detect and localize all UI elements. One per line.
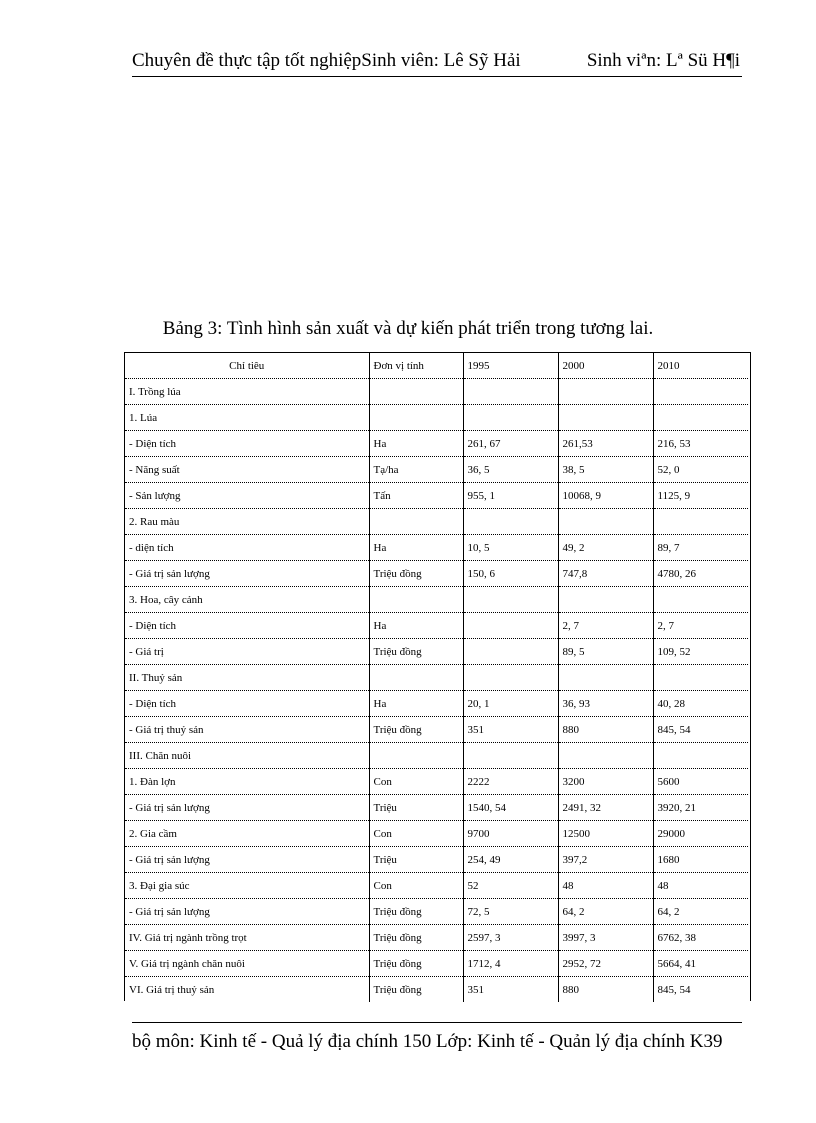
cell-indicator: - Năng suất — [125, 457, 369, 483]
cell-indicator: 3. Đại gia súc — [125, 873, 369, 899]
cell-y2000 — [558, 509, 653, 535]
cell-y2000: 397,2 — [558, 847, 653, 873]
page-header — [132, 50, 742, 77]
cell-y2000 — [558, 379, 653, 405]
table-row — [125, 821, 748, 847]
table-row — [125, 925, 748, 951]
cell-unit — [369, 587, 463, 613]
cell-y1995: 351 — [463, 717, 558, 743]
cell-y1995: 254, 49 — [463, 847, 558, 873]
cell-y2010: 64, 2 — [653, 899, 748, 925]
cell-y2010: 2, 7 — [653, 613, 748, 639]
cell-indicator: V. Giá trị ngành chăn nuôi — [125, 951, 369, 977]
cell-y2010: 1680 — [653, 847, 748, 873]
cell-y1995 — [463, 665, 558, 691]
cell-indicator: 3. Hoa, cây cảnh — [125, 587, 369, 613]
cell-indicator: 1. Lúa — [125, 405, 369, 431]
cell-y2010: 845, 54 — [653, 717, 748, 743]
header-left-text: Chuyên đề thực tập tốt nghiệpSinh viên: Lê Sỹ Hải — [132, 50, 521, 71]
cell-y2000: 2952, 72 — [558, 951, 653, 977]
cell-y2010: 5664, 41 — [653, 951, 748, 977]
table-body — [125, 379, 748, 1003]
table-row — [125, 535, 748, 561]
cell-y1995: 150, 6 — [463, 561, 558, 587]
cell-indicator: IV. Giá trị ngành trồng trọt — [125, 925, 369, 951]
table-row — [125, 873, 748, 899]
cell-y1995: 351 — [463, 977, 558, 1003]
cell-y2010: 1125, 9 — [653, 483, 748, 509]
cell-y2010: 6762, 38 — [653, 925, 748, 951]
table-row — [125, 379, 748, 405]
cell-unit — [369, 743, 463, 769]
header-cell-indicator: Chỉ tiêu — [125, 353, 369, 379]
data-table — [125, 353, 748, 1002]
cell-y2010: 29000 — [653, 821, 748, 847]
cell-y2000: 38, 5 — [558, 457, 653, 483]
cell-y1995: 36, 5 — [463, 457, 558, 483]
table-row — [125, 483, 748, 509]
cell-y2010 — [653, 379, 748, 405]
cell-y1995: 9700 — [463, 821, 558, 847]
table-row — [125, 691, 748, 717]
cell-indicator: - Sản lượng — [125, 483, 369, 509]
cell-y1995: 2222 — [463, 769, 558, 795]
page-footer: bộ môn: Kinh tế - Quả lý địa chính 150 Lớp: Kinh tế - Quản lý địa chính K39 — [132, 1022, 742, 1054]
cell-unit — [369, 509, 463, 535]
cell-y2000: 36, 93 — [558, 691, 653, 717]
cell-y1995 — [463, 587, 558, 613]
data-table-frame — [124, 352, 751, 1001]
cell-unit: Triệu đồng — [369, 639, 463, 665]
cell-y2010 — [653, 405, 748, 431]
cell-unit: Ha — [369, 613, 463, 639]
cell-y2010: 3920, 21 — [653, 795, 748, 821]
cell-unit: Triệu đồng — [369, 925, 463, 951]
header-cell-1995: 1995 — [463, 353, 558, 379]
cell-y2010 — [653, 743, 748, 769]
cell-y2000 — [558, 665, 653, 691]
cell-indicator: - Giá trị — [125, 639, 369, 665]
cell-unit — [369, 665, 463, 691]
table-row — [125, 717, 748, 743]
cell-indicator: III. Chăn nuôi — [125, 743, 369, 769]
cell-indicator: - Giá trị sản lượng — [125, 847, 369, 873]
cell-unit: Con — [369, 821, 463, 847]
cell-y1995 — [463, 613, 558, 639]
cell-y1995: 1712, 4 — [463, 951, 558, 977]
cell-y2010: 89, 7 — [653, 535, 748, 561]
cell-y1995: 20, 1 — [463, 691, 558, 717]
cell-unit: Triệu đồng — [369, 951, 463, 977]
cell-y2010: 216, 53 — [653, 431, 748, 457]
cell-y1995 — [463, 405, 558, 431]
cell-indicator: - Diện tích — [125, 431, 369, 457]
cell-unit: Ha — [369, 691, 463, 717]
cell-unit: Con — [369, 769, 463, 795]
table-row — [125, 639, 748, 665]
cell-y2010 — [653, 509, 748, 535]
cell-y2000: 880 — [558, 717, 653, 743]
cell-y1995 — [463, 509, 558, 535]
cell-unit: Tạ/ha — [369, 457, 463, 483]
cell-unit: Triệu đồng — [369, 717, 463, 743]
cell-unit: Ha — [369, 535, 463, 561]
header-right-text: Sinh viªn: Lª Sü H¶i — [586, 50, 740, 71]
cell-indicator: II. Thuỷ sản — [125, 665, 369, 691]
cell-y1995 — [463, 639, 558, 665]
cell-y2000: 89, 5 — [558, 639, 653, 665]
table-caption: Bảng 3: Tình hình sản xuất và dự kiến phát triển trong tương lai. — [162, 318, 654, 339]
cell-indicator: - Giá trị thuỷ sản — [125, 717, 369, 743]
table-row — [125, 769, 748, 795]
cell-y2010 — [653, 587, 748, 613]
cell-y1995 — [463, 379, 558, 405]
cell-unit: Tấn — [369, 483, 463, 509]
cell-y1995: 52 — [463, 873, 558, 899]
cell-indicator: - Giá trị sản lượng — [125, 899, 369, 925]
cell-unit: Ha — [369, 431, 463, 457]
table-row — [125, 561, 748, 587]
cell-y2010: 5600 — [653, 769, 748, 795]
table-row — [125, 405, 748, 431]
cell-y2000: 261,53 — [558, 431, 653, 457]
cell-y2010: 4780, 26 — [653, 561, 748, 587]
table-row — [125, 899, 748, 925]
cell-y2000 — [558, 587, 653, 613]
table-row — [125, 509, 748, 535]
cell-unit — [369, 405, 463, 431]
cell-y2000: 49, 2 — [558, 535, 653, 561]
cell-y2000 — [558, 743, 653, 769]
cell-y1995: 261, 67 — [463, 431, 558, 457]
cell-y2000: 747,8 — [558, 561, 653, 587]
cell-indicator: 2. Gia cầm — [125, 821, 369, 847]
header-cell-2000: 2000 — [558, 353, 653, 379]
cell-unit — [369, 379, 463, 405]
cell-y1995: 1540, 54 — [463, 795, 558, 821]
table-row — [125, 951, 748, 977]
table-header-row — [125, 353, 748, 379]
header-cell-unit: Đơn vị tính — [369, 353, 463, 379]
table-row — [125, 847, 748, 873]
table-row — [125, 613, 748, 639]
table-row — [125, 457, 748, 483]
table-row — [125, 665, 748, 691]
cell-y1995: 955, 1 — [463, 483, 558, 509]
cell-unit: Con — [369, 873, 463, 899]
cell-indicator: VI. Giá trị thuỷ sản — [129, 983, 215, 996]
cell-unit: Triệu — [369, 847, 463, 873]
header-cell-2010: 2010 — [653, 353, 748, 379]
cell-unit: Triệu đồng — [369, 899, 463, 925]
cell-unit: Triệu — [369, 795, 463, 821]
cell-y1995: 10, 5 — [463, 535, 558, 561]
cell-y2010 — [653, 665, 748, 691]
cell-unit: Triệu đồng — [369, 977, 463, 1003]
cell-y1995 — [463, 743, 558, 769]
cell-indicator: - Giá trị sản lượng — [125, 561, 369, 587]
cell-y2010: 845, 54 — [653, 977, 748, 1003]
cell-y2000 — [558, 405, 653, 431]
cell-y2000: 3997, 3 — [558, 925, 653, 951]
cell-indicator: 1. Đàn lợn — [125, 769, 369, 795]
cell-y2010: 52, 0 — [653, 457, 748, 483]
cell-y2000: 3200 — [558, 769, 653, 795]
table-row — [125, 795, 748, 821]
cell-indicator: I. Trồng lúa — [125, 379, 369, 405]
table-row — [125, 587, 748, 613]
cell-y2000: 64, 2 — [558, 899, 653, 925]
table-row — [125, 977, 748, 1003]
cell-y2000: 10068, 9 — [558, 483, 653, 509]
table-row — [125, 431, 748, 457]
cell-indicator: - Diện tích — [125, 691, 369, 717]
cell-indicator: 2. Rau màu — [125, 509, 369, 535]
cell-y2000: 48 — [558, 873, 653, 899]
cell-unit: Triệu đồng — [369, 561, 463, 587]
table-row — [125, 743, 748, 769]
cell-y2010: 40, 28 — [653, 691, 748, 717]
cell-y1995: 72, 5 — [463, 899, 558, 925]
cell-y2000: 2491, 32 — [558, 795, 653, 821]
cell-y2010: 48 — [653, 873, 748, 899]
cell-y2000: 880 — [558, 977, 653, 1003]
cell-y1995: 2597, 3 — [463, 925, 558, 951]
cell-indicator: - diện tích — [125, 535, 369, 561]
cell-y2010: 109, 52 — [653, 639, 748, 665]
cell-indicator: - Giá trị sản lượng — [125, 795, 369, 821]
cell-y2000: 2, 7 — [558, 613, 653, 639]
cell-y2000: 12500 — [558, 821, 653, 847]
cell-indicator: - Diện tích — [125, 613, 369, 639]
